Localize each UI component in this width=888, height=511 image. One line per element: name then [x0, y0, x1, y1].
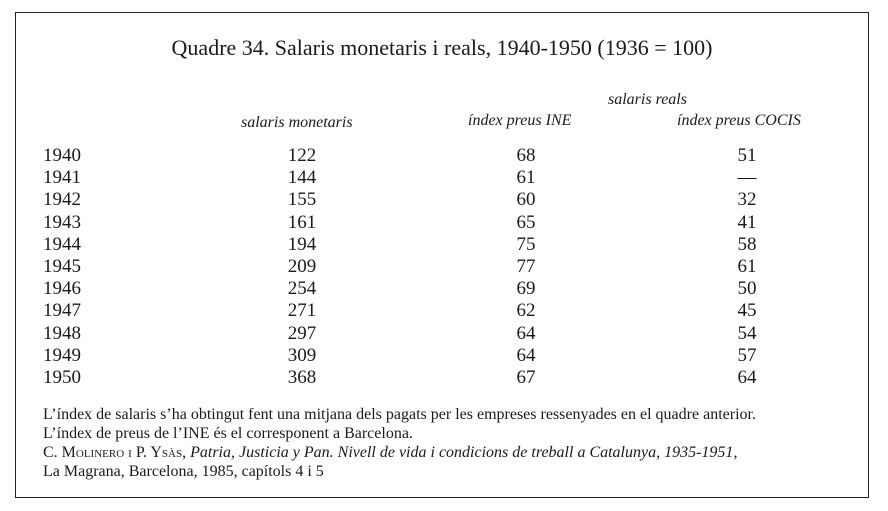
table-row: [16, 189, 868, 211]
cell-year: 1945: [43, 255, 81, 277]
cell-ine: 64: [516, 322, 536, 344]
cell-monetaris: 155: [287, 189, 317, 211]
cell-ine: 68: [516, 145, 536, 166]
table-row: [16, 323, 868, 345]
cell-monetaris: 254: [287, 278, 317, 300]
cell-cocis: 61: [737, 255, 757, 277]
cell-ine: 64: [516, 344, 536, 366]
cell-monetaris: 144: [287, 167, 317, 189]
cell-ine: 62: [516, 300, 536, 322]
cell-monetaris: 194: [287, 233, 317, 255]
cell-year: 1943: [43, 211, 81, 233]
table-row: [16, 234, 868, 256]
cell-cocis: —: [737, 167, 757, 189]
cell-cocis: 57: [737, 344, 757, 366]
cell-monetaris: 209: [287, 255, 317, 277]
table-row: [16, 212, 868, 234]
table-notes: [43, 405, 852, 481]
table-row: [16, 367, 868, 389]
cell-ine: 65: [516, 211, 536, 233]
table-frame: [15, 12, 869, 498]
source-title: Patria, Justicia y Pan. Nivell de vida i condicions de treball a Catalunya, 1935-1951: [190, 444, 734, 461]
cell-cocis: 64: [737, 366, 757, 388]
source-citation: [43, 443, 852, 462]
cell-year: 1941: [43, 167, 81, 189]
source-publisher: La Magrana, Barcelona, 1985, capítols 4 i 5: [43, 463, 324, 480]
cell-ine: 60: [516, 189, 536, 211]
cell-year: 1942: [43, 189, 81, 211]
note-ine: L’índex de preus de l’INE és el corresponent a Barcelona.: [43, 425, 413, 442]
cell-cocis: 45: [737, 300, 757, 322]
cell-ine: 61: [516, 167, 536, 189]
cell-year: 1950: [43, 366, 81, 388]
cell-monetaris: 271: [287, 300, 317, 322]
cell-ine: 77: [516, 255, 536, 277]
note-salaris: L’índex de salaris s’ha obtingut fent una mitjana dels pagats per les empreses ressenyades en el quadre anterior.: [43, 406, 756, 423]
cell-year: 1949: [43, 344, 81, 366]
cell-monetaris: 368: [287, 366, 317, 388]
cell-cocis: 51: [737, 145, 757, 166]
header-index-preus-cocis: índex preus COCIS: [677, 112, 801, 129]
header-salaris-monetaris: salaris monetaris: [241, 114, 353, 131]
cell-monetaris: 122: [287, 145, 317, 166]
cell-year: 1948: [43, 322, 81, 344]
table-row: [16, 145, 868, 167]
cell-ine: 67: [516, 366, 536, 388]
source-authors: C. Molinero i P. Ysàs: [43, 444, 183, 461]
cell-year: 1946: [43, 278, 81, 300]
cell-ine: 69: [516, 278, 536, 300]
cell-cocis: 50: [737, 278, 757, 300]
cell-cocis: 41: [737, 211, 757, 233]
table-row: [16, 167, 868, 189]
source-separator: ,: [182, 444, 191, 461]
cell-year: 1947: [43, 300, 81, 322]
cell-year: 1944: [43, 233, 81, 255]
table-row: [16, 300, 868, 322]
table-row: [16, 256, 868, 278]
table-body: [16, 145, 868, 389]
table-row: [16, 278, 868, 300]
cell-cocis: 32: [737, 189, 757, 211]
cell-ine: 75: [516, 233, 536, 255]
header-index-preus-ine: índex preus INE: [468, 112, 572, 129]
cell-monetaris: 161: [287, 211, 317, 233]
header-salaris-reals: salaris reals: [608, 91, 687, 108]
source-title-end: ,: [733, 444, 738, 461]
cell-cocis: 54: [737, 322, 757, 344]
table-title: Quadre 34. Salaris monetaris i reals, 1940-1950 (1936 = 100): [171, 35, 713, 60]
cell-monetaris: 309: [287, 344, 317, 366]
table-row: [16, 345, 868, 367]
cell-monetaris: 297: [287, 322, 317, 344]
cell-cocis: 58: [737, 233, 757, 255]
cell-year: 1940: [43, 145, 81, 166]
